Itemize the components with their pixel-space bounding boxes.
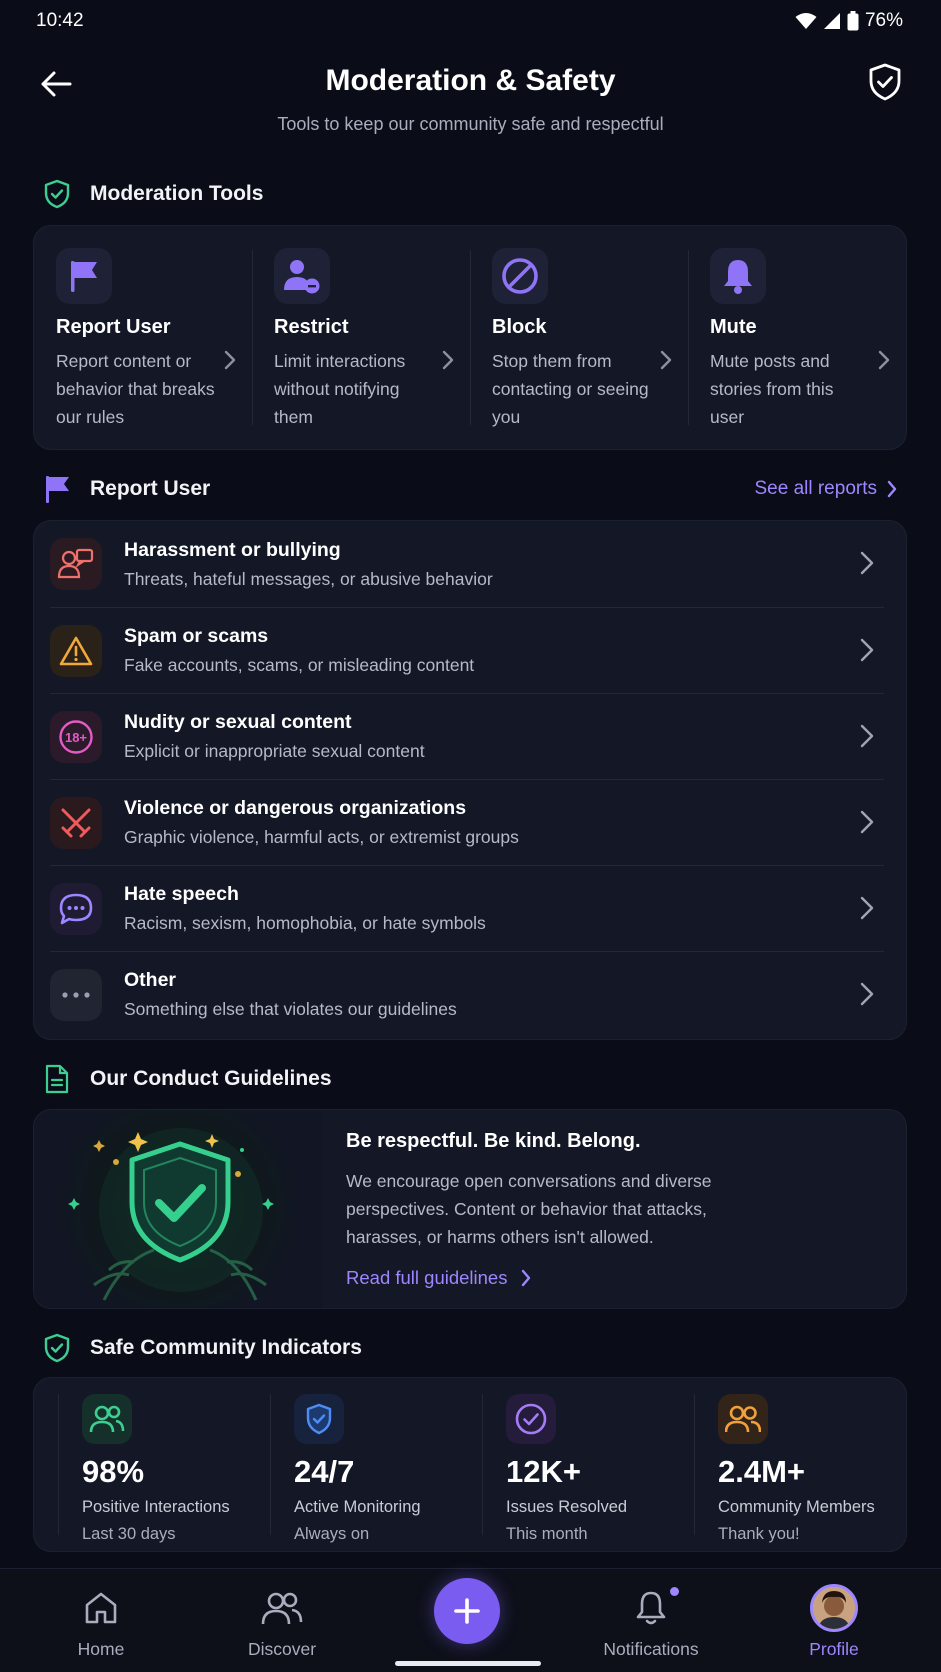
more-dots-icon [50,969,102,1021]
report-title: Spam or scams [124,625,269,647]
user-minus-icon [274,248,330,304]
guidelines-title: Be respectful. Be kind. Belong. [346,1130,641,1152]
tool-desc: Stop them from contacting or seeing you [492,351,649,427]
chevron-right-icon [860,551,874,575]
report-reason-harassment[interactable] [50,521,884,607]
indicator-label: Active Monitoring [294,1498,421,1516]
document-icon [42,1064,72,1094]
create-post-button[interactable] [434,1578,500,1644]
tool-title: Block [492,316,547,338]
report-title: Nudity or sexual content [124,711,352,733]
tool-title: Restrict [274,316,349,338]
indicator-sub: Always on [294,1525,370,1543]
battery-icon [847,11,859,31]
chevron-right-icon [878,350,890,370]
section-conduct-guidelines [42,1064,332,1094]
shield-check-icon [42,1333,72,1363]
shield-check-icon [42,179,72,209]
indicator-value: 98% [82,1454,145,1489]
indicator-sub: Last 30 days [82,1525,176,1543]
report-title: Hate speech [124,883,239,905]
report-reason-spam[interactable] [50,607,884,693]
report-reasons-list [33,520,907,1040]
nav-label: Notifications [603,1639,699,1659]
chevron-right-icon [860,896,874,920]
indicators-card [33,1377,907,1552]
chevron-right-icon [860,724,874,748]
indicator-community-members [694,1378,906,1551]
shield-check-icon [868,63,902,101]
chevron-right-icon [442,350,454,370]
nav-notifications[interactable] [581,1587,721,1660]
community-icon [718,1394,768,1444]
indicator-value: 24/7 [294,1454,355,1489]
report-reason-violence[interactable] [50,779,884,865]
nav-home[interactable] [31,1587,171,1660]
chevron-right-icon [860,982,874,1006]
read-guidelines-link[interactable] [346,1267,746,1289]
tool-report-user[interactable] [34,226,252,449]
indicator-value: 2.4M+ [718,1454,806,1489]
avatar [764,1587,904,1629]
tool-desc: Mute posts and stories from this user [710,351,834,427]
crossed-swords-icon [50,797,102,849]
chevron-right-icon [860,810,874,834]
report-desc: Racism, sexism, homophobia, or hate symbols [124,913,486,933]
header [0,52,941,142]
indicator-label: Community Members [718,1498,875,1516]
people-icon [212,1587,352,1629]
report-desc: Something else that violates our guidelines [124,999,457,1019]
chevron-right-icon [660,350,672,370]
section-report-user [42,474,210,504]
tool-desc: Limit interactions without notifying them [274,351,406,427]
wifi-icon [795,12,817,30]
notification-dot [670,1587,679,1596]
chevron-right-icon [224,350,236,370]
report-desc: Fake accounts, scams, or misleading content [124,655,475,675]
status-icons [795,10,903,32]
check-circle-icon [506,1394,556,1444]
moderation-tools-card [33,225,907,450]
report-desc: Explicit or inappropriate sexual content [124,741,425,761]
tool-mute[interactable] [688,226,906,449]
section-moderation-tools [42,179,263,209]
tool-desc: Report content or behavior that breaks our rules [56,351,215,427]
users-icon [82,1394,132,1444]
bottom-navigation [0,1568,941,1672]
read-guidelines-label: Read full guidelines [346,1267,508,1288]
see-all-reports-link[interactable] [754,478,897,500]
nav-label: Discover [247,1639,317,1659]
chevron-right-icon [887,480,897,498]
signal-icon [823,12,841,30]
nav-label: Profile [809,1639,859,1659]
report-title: Harassment or bullying [124,538,341,561]
status-bar [0,0,941,42]
indicator-sub: Thank you! [718,1525,800,1543]
report-reason-nudity[interactable] [50,693,884,779]
section-title: Our Conduct Guidelines [90,1067,332,1090]
section-title: Report User [90,477,211,500]
home-indicator [395,1661,541,1666]
chevron-right-icon [860,638,874,662]
tool-title: Report User [56,316,171,338]
flag-icon [56,248,112,304]
nav-discover[interactable] [212,1587,352,1660]
report-desc: Graphic violence, harmful acts, or extremist groups [124,827,519,847]
indicator-active-monitoring [270,1378,482,1551]
section-title: Moderation Tools [90,182,264,205]
guidelines-text: We encourage open conversations and diverse perspectives. Content or behavior that attacks, harasses, or harms others isn't allowed. [346,1171,712,1247]
tool-title: Mute [710,316,757,338]
flag-icon [42,474,72,504]
bell-icon [581,1587,721,1629]
report-reason-other[interactable] [50,951,884,1037]
report-title: Other [124,969,177,991]
harassment-icon [50,538,102,590]
status-time: 10:42 [36,10,84,31]
safety-shield-button[interactable] [863,60,907,104]
age-badge-text: 18+ [64,729,88,745]
indicator-sub: This month [506,1525,588,1543]
section-safe-community-indicators [42,1333,362,1363]
block-icon [492,248,548,304]
guidelines-illustration [34,1110,322,1309]
indicator-issues-resolved [482,1378,694,1551]
tool-restrict[interactable] [252,226,470,449]
report-reason-hate-speech[interactable] [50,865,884,951]
indicator-label: Issues Resolved [506,1498,628,1516]
page-title: Moderation & Safety [325,64,616,97]
indicator-value: 12K+ [506,1454,581,1489]
warning-icon [50,625,102,677]
shield-icon [294,1394,344,1444]
nav-profile[interactable] [764,1587,904,1660]
eighteen-plus-icon [50,711,102,763]
chevron-right-icon [521,1269,531,1287]
plus-icon [453,1597,481,1625]
battery-percent: 76% [864,10,903,31]
section-title: Safe Community Indicators [90,1336,362,1359]
page-subtitle: Tools to keep our community safe and respectful [277,114,664,134]
report-desc: Threats, hateful messages, or abusive behavior [124,568,493,589]
tool-block[interactable] [470,226,688,449]
see-all-label: See all reports [754,478,877,499]
indicator-label: Positive Interactions [82,1498,230,1516]
chat-bubble-icon [50,883,102,935]
nav-label: Home [77,1639,125,1659]
home-icon [31,1587,171,1629]
conduct-guidelines-card [33,1109,907,1309]
bell-icon [710,248,766,304]
indicator-positive-interactions [58,1378,270,1551]
report-title: Violence or dangerous organizations [124,797,467,819]
